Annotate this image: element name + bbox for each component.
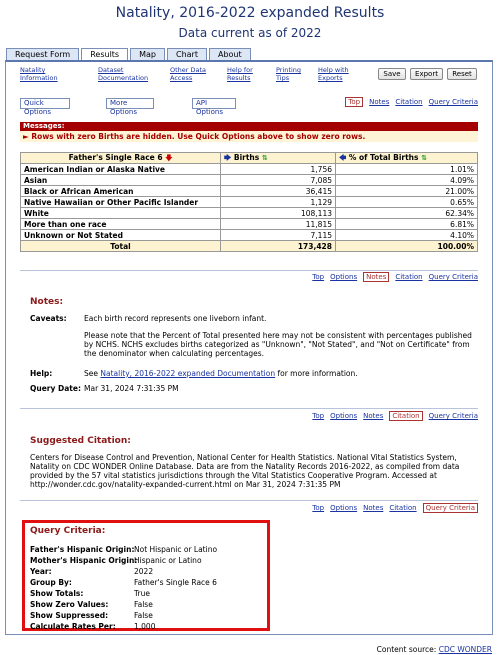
arrow-left-icon: 🡄 — [339, 154, 347, 162]
table-row: Native Hawaiian or Other Pacific Islander 1,129 0.65% — [21, 197, 478, 208]
link-citation[interactable]: Citation — [389, 504, 417, 512]
sort-down-icon[interactable]: 🡇 — [165, 154, 173, 162]
criteria-section-links — [306, 504, 478, 513]
link-printing-tips[interactable]: Printing Tips — [276, 66, 302, 82]
query-criteria-title: Query Criteria: — [30, 526, 106, 536]
link-top[interactable]: Top — [345, 97, 363, 107]
sort-updown-icon[interactable]: ⇅ — [421, 154, 427, 162]
link-notes[interactable]: Notes — [363, 504, 384, 512]
query-date-label: Query Date: — [30, 384, 81, 393]
link-top[interactable]: Top — [312, 412, 325, 420]
content-source: Content source: CDC WONDER — [376, 645, 492, 654]
link-query-criteria[interactable]: Query Criteria — [428, 412, 478, 420]
link-help-with-exports[interactable]: Help with Exports — [318, 66, 349, 82]
more-options-button[interactable]: More Options — [106, 98, 154, 109]
link-citation[interactable]: Citation — [389, 411, 422, 421]
divider — [20, 408, 478, 409]
link-help-for-results[interactable]: Help for Results — [227, 66, 253, 82]
link-dataset-documentation[interactable]: Dataset Documentation — [98, 66, 149, 82]
link-query-criteria[interactable]: Query Criteria — [428, 273, 478, 281]
table-row: Black or African American 36,415 21.00% — [21, 186, 478, 197]
caveats-label: Caveats: — [30, 314, 67, 323]
divider — [20, 500, 478, 501]
messages-body: ► Rows with zero Births are hidden. Use Quick Options above to show zero rows. — [20, 131, 478, 142]
link-top[interactable]: Top — [312, 273, 325, 281]
sort-updown-icon[interactable]: ⇅ — [261, 154, 268, 162]
table-row: Asian 7,085 4.09% — [21, 175, 478, 186]
results-table — [20, 152, 478, 252]
tab-map[interactable]: Map — [130, 48, 165, 60]
table-row: More than one race 11,815 6.81% — [21, 219, 478, 230]
table-row: Unknown or Not Stated 7,115 4.10% — [21, 230, 478, 241]
notes-section-links — [306, 273, 478, 282]
tab-about[interactable]: About — [209, 48, 251, 60]
table-row: White 108,113 62.34% — [21, 208, 478, 219]
divider — [20, 270, 478, 271]
arrow-right-icon: 🡆 — [224, 154, 232, 162]
link-citation[interactable]: Citation — [395, 273, 423, 281]
documentation-link[interactable]: Natality, 2016-2022 expanded Documentation — [100, 369, 276, 378]
caveat-1: Each birth record represents one liveborn infant. — [84, 314, 267, 323]
table-row: American Indian or Alaska Native 1,756 1.01% — [21, 164, 478, 175]
bullet-icon: ► — [23, 132, 32, 141]
link-natality-information[interactable]: Natality Information — [20, 66, 58, 82]
help-text: See Natality, 2016-2022 expanded Documentation for more information. — [84, 369, 358, 378]
page-title: Natality, 2016-2022 expanded Results — [115, 5, 385, 21]
tab-chart[interactable]: Chart — [167, 48, 207, 60]
citation-title: Suggested Citation: — [30, 436, 131, 446]
caveat-2: Please note that the Percent of Total presented here may not be consistent with percentages published by NCHS. NCHS excludes births categorized as "Unknown", "Not Stated", and "Not on Certificate" from the denominator when calculating percentages. — [84, 331, 472, 358]
options-row — [20, 98, 478, 116]
citation-section-links — [306, 412, 478, 421]
link-options[interactable]: Options — [330, 273, 358, 281]
link-query-criteria[interactable]: Query Criteria — [428, 98, 478, 106]
tab-results[interactable]: Results — [81, 48, 128, 61]
help-label: Help: — [30, 369, 53, 378]
link-notes[interactable]: Notes — [363, 272, 389, 282]
link-citation[interactable]: Citation — [395, 98, 423, 106]
link-query-criteria[interactable]: Query Criteria — [423, 503, 478, 513]
citation-text: Centers for Disease Control and Prevention, National Center for Health Statistics. National Vital Statistics System, Natality on CDC WONDER Online Database. Data are from the Natality Records 2016-2022, as compiled from data provided by the 57 vital statistics jurisdictions through the Vital Statistics Cooperative Program. Accessed at http://wonder.cdc.gov/natality-expanded-current.html on Mar 31, 2024 7:31:35 PM — [30, 453, 460, 489]
link-other-data-access[interactable]: Other Data Access — [170, 66, 207, 82]
api-options-button[interactable]: API Options — [192, 98, 236, 109]
header-births[interactable]: 🡆 Births ⇅ — [221, 153, 336, 164]
link-notes[interactable]: Notes — [369, 98, 390, 106]
export-button[interactable]: Export — [410, 68, 443, 80]
link-options[interactable]: Options — [330, 412, 358, 420]
messages-header: Messages: — [20, 122, 478, 131]
link-top[interactable]: Top — [312, 504, 325, 512]
save-button[interactable]: Save — [378, 68, 406, 80]
link-notes[interactable]: Notes — [363, 412, 384, 420]
tab-request-form[interactable]: Request Form — [6, 48, 79, 60]
header-race[interactable]: Father's Single Race 6 🡇 — [21, 153, 221, 164]
section-links — [339, 98, 478, 107]
page-subtitle: Data current as of 2022 — [178, 26, 322, 40]
header-pct[interactable]: 🡄 % of Total Births ⇅ — [336, 153, 478, 164]
notes-title: Notes: — [30, 297, 64, 307]
query-date: Mar 31, 2024 7:31:35 PM — [84, 384, 179, 393]
cdc-wonder-link[interactable]: CDC WONDER — [438, 645, 492, 654]
link-options[interactable]: Options — [330, 504, 358, 512]
quick-options-button[interactable]: Quick Options — [20, 98, 70, 109]
reset-button[interactable]: Reset — [447, 68, 477, 80]
total-row: Total 173,428 100.00% — [21, 241, 478, 252]
